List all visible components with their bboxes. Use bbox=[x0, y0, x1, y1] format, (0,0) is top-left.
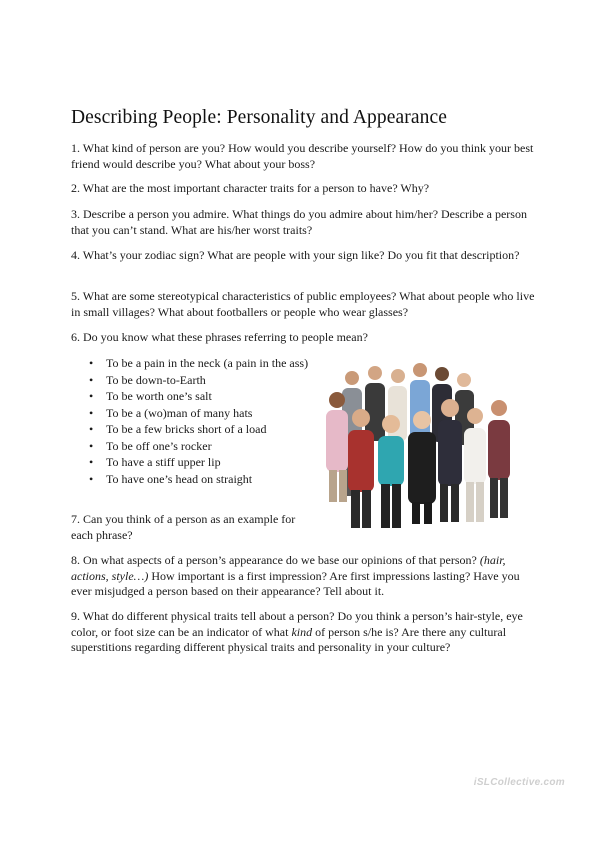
question-8-italic: (hair, actions, style…) bbox=[71, 553, 506, 583]
question-6: 6. Do you know what these phrases referring to people mean? bbox=[71, 330, 368, 344]
person-figure bbox=[488, 400, 510, 518]
phrase-list bbox=[86, 355, 312, 487]
phrase-item: • To be a (wo)man of many hats bbox=[86, 405, 312, 422]
question-9-tail: of person s/he is? Are there any cultural superstitions regarding different physical traits and personality in your culture? bbox=[71, 624, 507, 654]
group-of-people-photo bbox=[320, 358, 520, 538]
phrase-item: • To be worth one’s salt bbox=[86, 388, 312, 405]
question-7: 7. Can you think of a person as an example for each phrase? bbox=[71, 512, 296, 542]
question-9-lead: 9. What do different physical traits tell about a person? Do you think a person’s hair-style, eye color, or foot size can be an indicator of what bbox=[71, 609, 523, 639]
question-8-lead: 8. On what aspects of a person’s appearance do we base our opinions of that person? bbox=[71, 553, 477, 567]
phrase-item: • To be a pain in the neck (a pain in the ass) bbox=[86, 355, 312, 372]
question-9-italic: kind bbox=[291, 624, 313, 639]
phrase-item: • To be down-to-Earth bbox=[86, 372, 312, 389]
phrase-item: • To have one’s head on straight bbox=[86, 471, 312, 488]
question-9 bbox=[71, 609, 541, 656]
person-figure bbox=[365, 366, 385, 441]
phrase-item: • To be off one’s rocker bbox=[86, 438, 312, 455]
question-8 bbox=[71, 553, 541, 600]
question-5: 5. What are some stereotypical characteristics of public employees? What about people who live in small villages? What about footballers or people who wear glasses? bbox=[71, 289, 535, 319]
question-4: 4. What’s your zodiac sign? What are people with your sign like? Do you fit that description? bbox=[71, 248, 520, 262]
phrase-item: • To have a stiff upper lip bbox=[86, 454, 312, 471]
watermark-text: iSLCollective.com bbox=[473, 777, 565, 788]
page-title: Describing People: Personality and Appearance bbox=[71, 107, 447, 128]
question-8-tail: How important is a first impression? Are first impressions lasting? Have you ever misjudged a person based on their appearance? Tell about it. bbox=[71, 568, 520, 598]
phrase-item: • To be a few bricks short of a load bbox=[86, 421, 312, 438]
question-2: 2. What are the most important character traits for a person to have? Why? bbox=[71, 181, 430, 195]
question-1: 1. What kind of person are you? How would you describe yourself? How do you think your best friend would describe you? What about your boss? bbox=[71, 141, 534, 171]
question-3: 3. Describe a person you admire. What things do you admire about him/her? Describe a person that you can’t stand. What are his/her worst traits? bbox=[71, 207, 527, 237]
